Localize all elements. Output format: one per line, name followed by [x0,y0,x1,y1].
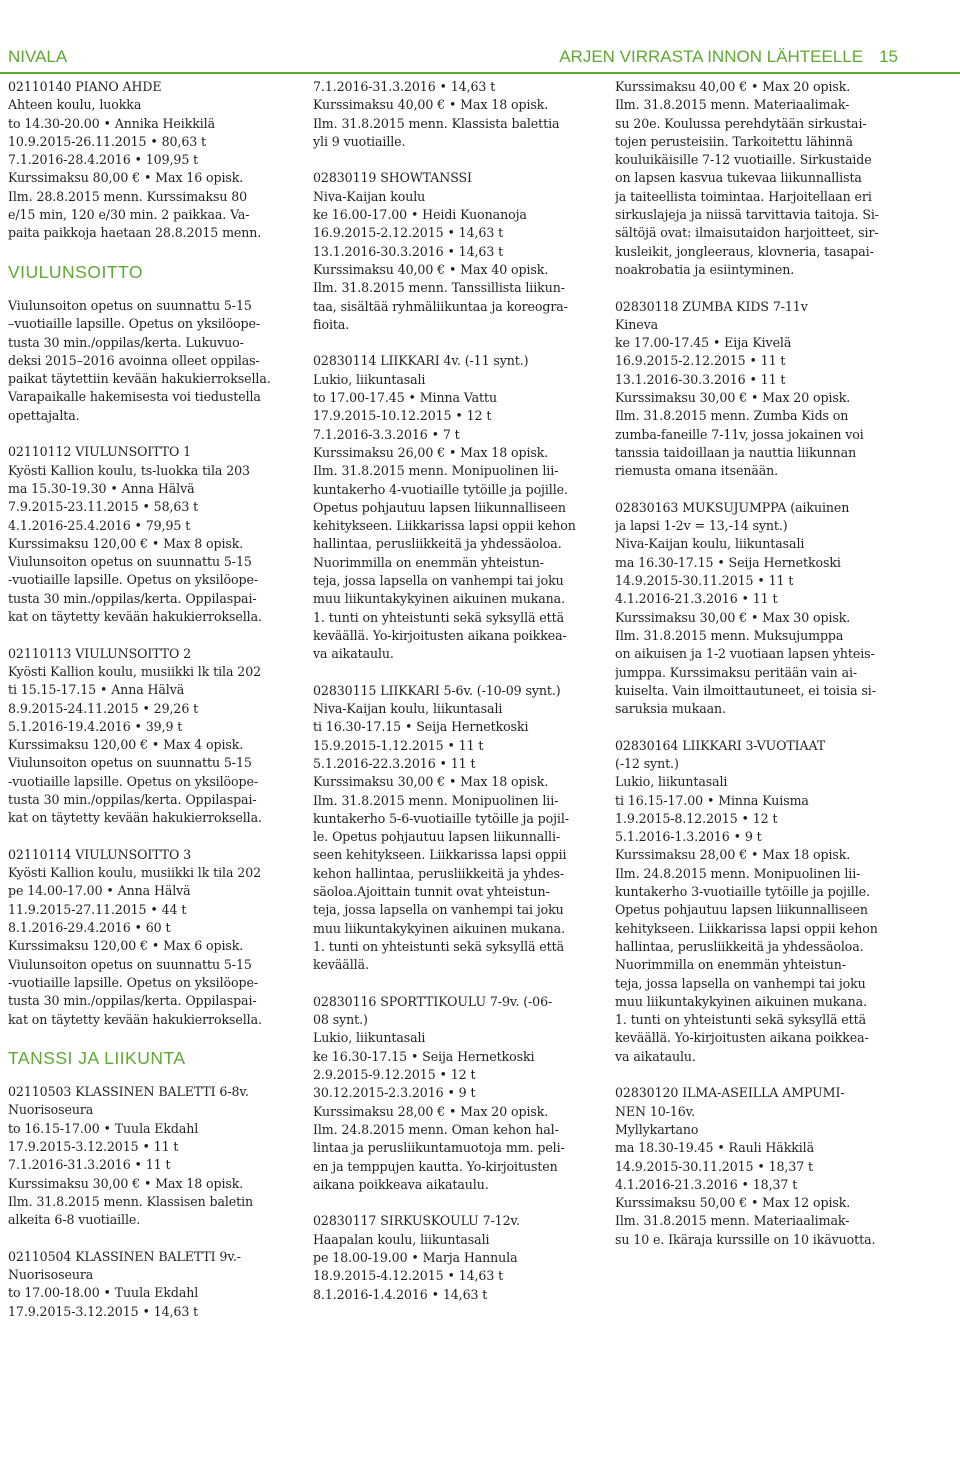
course-detail-line: muu liikuntakykyinen aikuinen mukana. [615,993,867,1009]
course-entry [615,298,905,481]
course-detail-line: kouluikäisille 7-12 vuotiaille. Sirkustaide [615,152,872,168]
section-heading: VIULUNSOITTO [8,261,144,282]
course-detail-line: teja, jossa lapsella on vanhempi tai joku [313,902,564,918]
course-detail-line: va aikataulu. [615,1048,696,1064]
course-detail-line: 13.1.2016-30.3.2016 • 14,63 t [313,243,504,259]
course-detail-line: 17.9.2015-10.12.2015 • 12 t [313,408,492,424]
course-detail-line: Myllykartano [615,1121,699,1137]
course-detail-line: ti 16.30-17.15 • Seija Hernetkoski [313,719,529,735]
course-detail-line: 14.9.2015-30.11.2015 • 11 t [615,573,794,589]
course-detail-line: pe 14.00-17.00 • Anna Hälvä [8,883,191,899]
course-detail-line: Kyösti Kallion koulu, musiikki lk tila 202 [8,663,262,679]
course-detail-line: Kurssimaksu 30,00 € • Max 20 opisk. [615,390,851,406]
course-detail-line: su 20e. Koulussa perehdytään sirkustai- [615,115,867,131]
course-detail-line: keväällä. Yo-kirjoitusten aikana poikkea- [313,627,567,643]
column-2 [313,78,603,1322]
page-header [8,44,898,70]
course-detail-line: Ilm. 31.8.2015 menn. Tanssillista liikun- [313,280,565,296]
course-detail-line: Lukio, liikuntasali [313,1030,426,1046]
course-detail-line: Opetus pohjautuu lapsen liikunnalliseen [615,902,868,918]
course-detail-line: to 17.00-17.45 • Minna Vattu [313,390,497,406]
course-detail-line: paita paikkoja haetaan 28.8.2015 menn. [8,225,262,241]
course-detail-line: Kurssimaksu 40,00 € • Max 18 opisk. [313,97,549,113]
course-detail-line: ja lapsi 1-2v = 13,-14 synt.) [615,518,788,534]
course-detail-line: keväällä. Yo-kirjoitusten aikana poikkea- [615,1030,869,1046]
course-title: 02110114 VIULUNSOITTO 3 [8,846,192,862]
course-detail-line: Ilm. 31.8.2015 menn. Klassista balettia [313,115,560,131]
course-detail-line: ja taiteellista toimintaa. Harjoitellaan eri [615,188,872,204]
course-title: 02110140 PIANO AHDE [8,79,162,94]
course-detail-line: 7.1.2016-3.3.2016 • 7 t [313,426,460,442]
course-detail-line: 7.1.2016-31.3.2016 • 11 t [8,1157,171,1173]
course-detail-line: Kurssimaksu 30,00 € • Max 18 opisk. [313,774,549,790]
course-detail-line: Kyösti Kallion koulu, ts-luokka tila 203 [8,462,250,478]
course-detail-line: Kurssimaksu 120,00 € • Max 8 opisk. [8,535,244,551]
course-detail-line: kehon hallintaa, perusliikkeitä ja yhdes- [313,865,565,881]
course-detail-line: ma 16.30-17.15 • Seija Hernetkoski [615,554,841,570]
course-detail-line: Kurssimaksu 30,00 € • Max 18 opisk. [8,1175,244,1191]
course-detail-line: 8.1.2016-29.4.2016 • 60 t [8,920,171,936]
course-detail-line: Kurssimaksu 120,00 € • Max 6 opisk. [8,938,244,954]
course-entry [8,1248,298,1321]
course-detail-line: jumppa. Kurssimaksu peritään vain ai- [615,664,858,680]
course-detail-line: Kurssimaksu 50,00 € • Max 12 opisk. [615,1195,851,1211]
course-detail-line: Kineva [615,316,659,332]
course-entry [8,297,298,425]
course-detail-line: 1. tunti on yhteistunti sekä syksyllä että [313,609,564,625]
course-title: 02830163 MUKSUJUMPPA (aikuinen [615,499,850,515]
course-detail-line: saruksia mukaan. [615,701,726,717]
course-title: 02830117 SIRKUSKOULU 7-12v. [313,1213,520,1229]
course-detail-line: Varapaikalle hakemisesta voi tiedustella [8,389,261,405]
course-detail-line: Niva-Kaijan koulu, liikuntasali [313,701,503,717]
course-detail-line: lintaa ja perusliikuntamuotoja mm. peli- [313,1140,565,1156]
course-entry [313,682,603,975]
course-detail-line: pe 18.00-19.00 • Marja Hannula [313,1250,518,1265]
course-detail-line: Lukio, liikuntasali [313,371,426,387]
course-title: 02830120 ILMA-ASEILLA AMPUMI- [615,1085,845,1101]
course-detail-line: 4.1.2016-25.4.2016 • 79,95 t [8,517,191,533]
course-detail-line: NEN 10-16v. [615,1103,696,1119]
course-detail-line: kuntakerho 3-vuotiaille tytöille ja pojille. [615,884,870,900]
course-detail-line: kehitykseen. Liikkarissa lapsi oppii kehon [615,920,878,936]
course-entry [313,78,603,151]
course-entry [313,993,603,1194]
header-publication-title: ARJEN VIRRASTA INNON LÄHTEELLE [559,47,864,66]
course-detail-line: ke 16.30-17.15 • Seija Hernetkoski [313,1048,535,1064]
course-detail-line: kat on täytetty kevään hakukierroksella. [8,810,262,826]
course-detail-line: Viulunsoiton opetus on suunnattu 5-15 [8,755,252,771]
course-detail-line: 4.1.2016-21.3.2016 • 18,37 t [615,1176,798,1192]
course-title: 02830114 LIIKKARI 4v. (-11 synt.) [313,353,529,369]
header-location: NIVALA [8,47,68,66]
course-title: 02830119 SHOWTANSSI [313,170,472,186]
course-detail-line: 5.1.2016-1.3.2016 • 9 t [615,829,762,845]
course-detail-line: Nuorisoseura [8,1267,94,1283]
course-detail-line: ti 16.15-17.00 • Minna Kuisma [615,792,809,808]
course-title: 02830164 LIIKKARI 3-VUOTIAAT [615,737,826,753]
course-entry [313,169,603,334]
course-detail-line: Ilm. 24.8.2015 menn. Monipuolinen lii- [615,865,861,881]
course-entry [8,1083,298,1229]
course-detail-line: on lapsen kasvua tukevaa liikunnallista [615,170,862,186]
course-detail-line: 7.9.2015-23.11.2015 • 58,63 t [8,499,199,515]
course-title: 02110113 VIULUNSOITTO 2 [8,645,192,661]
course-detail-line: muu liikuntakykyinen aikuinen mukana. [313,920,565,936]
course-detail-line: Ilm. 24.8.2015 menn. Oman kehon hal- [313,1121,559,1137]
course-entry [615,737,905,1066]
course-detail-line: 1.9.2015-8.12.2015 • 12 t [615,810,778,826]
course-detail-line: tanssia taidoillaan ja nauttia liikunnan [615,444,857,460]
page-number: 15 [879,47,898,66]
course-detail-line: säoloa.Ajoittain tunnit ovat yhteistun- [313,884,550,900]
course-detail-line: zumba-faneille 7-11v, jossa jokainen voi [615,426,864,442]
course-title: 02830115 LIIKKARI 5-6v. (-10-09 synt.) [313,682,561,698]
course-detail-line: Kurssimaksu 26,00 € • Max 18 opisk. [313,444,549,460]
course-detail-line: ke 16.00-17.00 • Heidi Kuonanoja [313,207,527,223]
course-detail-line: 17.9.2015-3.12.2015 • 11 t [8,1139,179,1155]
course-title: 7.1.2016-31.3.2016 • 14,63 t [313,79,496,94]
course-detail-line: tojen perusteisiin. Tarkoitettu lähinnä [615,133,853,149]
course-detail-line: kuiselta. Vain ilmoittautuneet, ei toisia si- [615,682,876,698]
course-detail-line: tusta 30 min./oppilas/kerta. Oppilaspai- [8,993,257,1009]
course-detail-line: Kyösti Kallion koulu, musiikki lk tila 202 [8,865,262,881]
course-detail-line: ma 15.30-19.30 • Anna Hälvä [8,480,195,496]
course-title: 02110112 VIULUNSOITTO 1 [8,444,192,460]
course-detail-line: Kurssimaksu 120,00 € • Max 4 opisk. [8,737,244,753]
course-title: 02110503 KLASSINEN BALETTI 6-8v. [8,1084,249,1100]
course-detail-line: Ilm. 31.8.2015 menn. Muksujumppa [615,627,844,643]
course-entry [313,352,603,663]
course-detail-line: 13.1.2016-30.3.2016 • 11 t [615,371,786,387]
course-detail-line: keväällä. [313,957,369,973]
course-title: 02830118 ZUMBA KIDS 7-11v [615,298,808,314]
course-entry [615,499,905,719]
course-detail-line: sältöjä ovat: ilmaisutaidon harjoitteet, sir- [615,225,879,241]
header-divider [0,72,960,74]
course-detail-line: 8.1.2016-1.4.2016 • 14,63 t [313,1286,488,1302]
course-detail-line: 1. tunti on yhteistunti sekä syksyllä että [313,938,564,954]
course-detail-line: 5.1.2016-19.4.2016 • 39,9 t [8,718,183,734]
course-detail-line: paikat täytettiin kevään hakukierroksella. [8,371,271,387]
course-entry [313,1212,603,1303]
course-detail-line: noakrobatia ja esiintyminen. [615,261,795,277]
course-detail-line: –vuotiaille lapsille. Opetus on yksilöope- [8,316,261,332]
course-detail-line: le. Opetus pohjautuu lapsen liikunnalli- [313,829,561,845]
course-detail-line: kuntakerho 4-vuotiaille tytöille ja pojille. [313,481,568,497]
course-entry [8,846,298,1029]
course-detail-line: riemusta omana itsenään. [615,463,779,479]
course-detail-line: to 17.00-18.00 • Tuula Ekdahl [8,1285,199,1301]
course-detail-line: kat on täytetty kevään hakukierroksella. [8,609,262,625]
course-detail-line: 4.1.2016-21.3.2016 • 11 t [615,591,778,607]
course-title: Viulunsoiton opetus on suunnattu 5-15 [8,297,252,313]
course-detail-line: hallintaa, perusliikkeitä ja yhdessäoloa. [615,938,864,954]
course-detail-line: ke 17.00-17.45 • Eija Kivelä [615,335,792,351]
course-detail-line: Viulunsoiton opetus on suunnattu 5-15 [8,554,252,570]
course-detail-line: taa, sisältää ryhmäliikuntaa ja koreogra- [313,298,568,314]
section-heading: TANSSI JA LIIKUNTA [8,1048,186,1069]
course-detail-line: Ilm. 31.8.2015 menn. Monipuolinen lii- [313,463,559,479]
course-detail-line: teja, jossa lapsella on vanhempi tai joku [313,573,564,589]
course-detail-line: fioita. [313,316,350,332]
course-detail-line: Nuorimmilla on enemmän yhteistun- [615,957,846,973]
course-detail-line: Nuorisoseura [8,1102,94,1118]
course-detail-line: tusta 30 min./oppilas/kerta. Lukuvuo- [8,334,244,350]
course-detail-line: Haapalan koulu, liikuntasali [313,1231,490,1247]
course-detail-line: Ilm. 28.8.2015 menn. Kurssimaksu 80 [8,188,248,204]
course-detail-line: Kurssimaksu 28,00 € • Max 20 opisk. [313,1103,549,1119]
course-title: Kurssimaksu 40,00 € • Max 20 opisk. [615,79,851,94]
course-detail-line: opettajalta. [8,407,80,423]
course-detail-line: kehitykseen. Liikkarissa lapsi oppii kehon [313,518,576,534]
course-detail-line: e/15 min, 120 e/30 min. 2 paikkaa. Va- [8,207,250,223]
course-detail-line: 16.9.2015-2.12.2015 • 11 t [615,353,786,369]
course-detail-line: 17.9.2015-3.12.2015 • 14,63 t [8,1303,199,1319]
course-detail-line: on aikuisen ja 1-2 vuotiaan lapsen yhteis- [615,646,875,662]
course-detail-line: tusta 30 min./oppilas/kerta. Oppilaspai- [8,590,257,606]
course-entry [615,1084,905,1249]
course-detail-line: (-12 synt.) [615,755,679,771]
course-title: 02830116 SPORTTIKOULU 7-9v. (-06- [313,993,553,1009]
course-detail-line: Niva-Kaijan koulu [313,188,426,204]
course-detail-line: -vuotiaille lapsille. Opetus on yksilöope- [8,974,258,990]
course-detail-line: kat on täytetty kevään hakukierroksella. [8,1011,262,1027]
course-detail-line: Kurssimaksu 80,00 € • Max 16 opisk. [8,170,244,186]
course-detail-line: 14.9.2015-30.11.2015 • 18,37 t [615,1158,814,1174]
course-detail-line: tusta 30 min./oppilas/kerta. Oppilaspai- [8,791,257,807]
course-detail-line: 7.1.2016-28.4.2016 • 109,95 t [8,152,199,168]
course-detail-line: 11.9.2015-27.11.2015 • 44 t [8,901,187,917]
course-entry [8,78,298,243]
course-detail-line: 18.9.2015-4.12.2015 • 14,63 t [313,1268,504,1284]
course-detail-line: Ilm. 31.8.2015 menn. Zumba Kids on [615,408,849,424]
course-detail-line: aikana poikkeava aikataulu. [313,1176,489,1192]
course-detail-line: Niva-Kaijan koulu, liikuntasali [615,536,805,552]
course-detail-line: seen kehitykseen. Liikkarissa lapsi oppii [313,847,567,863]
course-entry [8,443,298,626]
course-detail-line: 16.9.2015-2.12.2015 • 14,63 t [313,225,504,241]
column-1 [8,78,298,1339]
course-detail-line: 1. tunti on yhteistunti sekä syksyllä että [615,1012,866,1028]
course-detail-line: Lukio, liikuntasali [615,774,728,790]
course-detail-line: 08 synt.) [313,1012,368,1028]
course-detail-line: su 10 e. Ikäraja kurssille on 10 ikävuotta. [615,1231,876,1247]
course-detail-line: teja, jossa lapsella on vanhempi tai joku [615,975,866,991]
column-3 [615,78,905,1267]
course-detail-line: 2.9.2015-9.12.2015 • 12 t [313,1067,476,1083]
course-detail-line: 5.1.2016-22.3.2016 • 11 t [313,755,476,771]
course-detail-line: ti 15.15-17.15 • Anna Hälvä [8,682,185,698]
course-detail-line: yli 9 vuotiaille. [313,133,406,149]
course-detail-line: Ilm. 31.8.2015 menn. Materiaalimak- [615,97,850,113]
course-detail-line: Opetus pohjautuu lapsen liikunnalliseen [313,499,566,515]
course-detail-line: ma 18.30-19.45 • Rauli Häkkilä [615,1140,815,1156]
course-detail-line: deksi 2015–2016 avoinna olleet oppilas- [8,352,260,368]
course-detail-line: Ilm. 31.8.2015 menn. Klassisen baletin [8,1193,254,1209]
course-detail-line: Nuorimmilla on enemmän yhteistun- [313,554,544,570]
course-detail-line: alkeita 6-8 vuotiaille. [8,1212,141,1228]
course-detail-line: to 16.15-17.00 • Tuula Ekdahl [8,1120,199,1136]
course-detail-line: -vuotiaille lapsille. Opetus on yksilöope- [8,773,258,789]
course-detail-line: Kurssimaksu 30,00 € • Max 30 opisk. [615,609,851,625]
course-detail-line: en ja temppujen kautta. Yo-kirjoitusten [313,1158,558,1174]
course-detail-line: sirkuslajeja ja niissä tarvittavia taitoja. Si- [615,207,879,223]
course-detail-line: 15.9.2015-1.12.2015 • 11 t [313,737,484,753]
header-publication [559,44,898,70]
course-detail-line: muu liikuntakykyinen aikuinen mukana. [313,591,565,607]
course-detail-line: Ilm. 31.8.2015 menn. Materiaalimak- [615,1213,850,1229]
course-detail-line: Viulunsoiton opetus on suunnattu 5-15 [8,956,252,972]
course-detail-line: Ahteen koulu, luokka [8,97,142,113]
course-detail-line: 10.9.2015-26.11.2015 • 80,63 t [8,133,207,149]
course-detail-line: kusleikit, jongleeraus, klovneria, tasapai- [615,243,874,259]
course-detail-line: kuntakerho 5-6-vuotiaille tytöille ja pojil- [313,810,569,826]
course-detail-line: Kurssimaksu 28,00 € • Max 18 opisk. [615,847,851,863]
course-detail-line: to 14.30-20.00 • Annika Heikkilä [8,115,216,131]
course-detail-line: -vuotiaille lapsille. Opetus on yksilöope- [8,572,258,588]
course-detail-line: 30.12.2015-2.3.2016 • 9 t [313,1085,476,1101]
course-detail-line: Ilm. 31.8.2015 menn. Monipuolinen lii- [313,792,559,808]
course-detail-line: Kurssimaksu 40,00 € • Max 40 opisk. [313,261,549,277]
course-detail-line: hallintaa, perusliikkeitä ja yhdessäoloa. [313,536,562,552]
course-title: 02110504 KLASSINEN BALETTI 9v.- [8,1248,241,1264]
course-detail-line: 8.9.2015-24.11.2015 • 29,26 t [8,700,199,716]
course-entry [8,645,298,828]
course-entry [615,78,905,279]
course-detail-line: va aikataulu. [313,646,394,662]
